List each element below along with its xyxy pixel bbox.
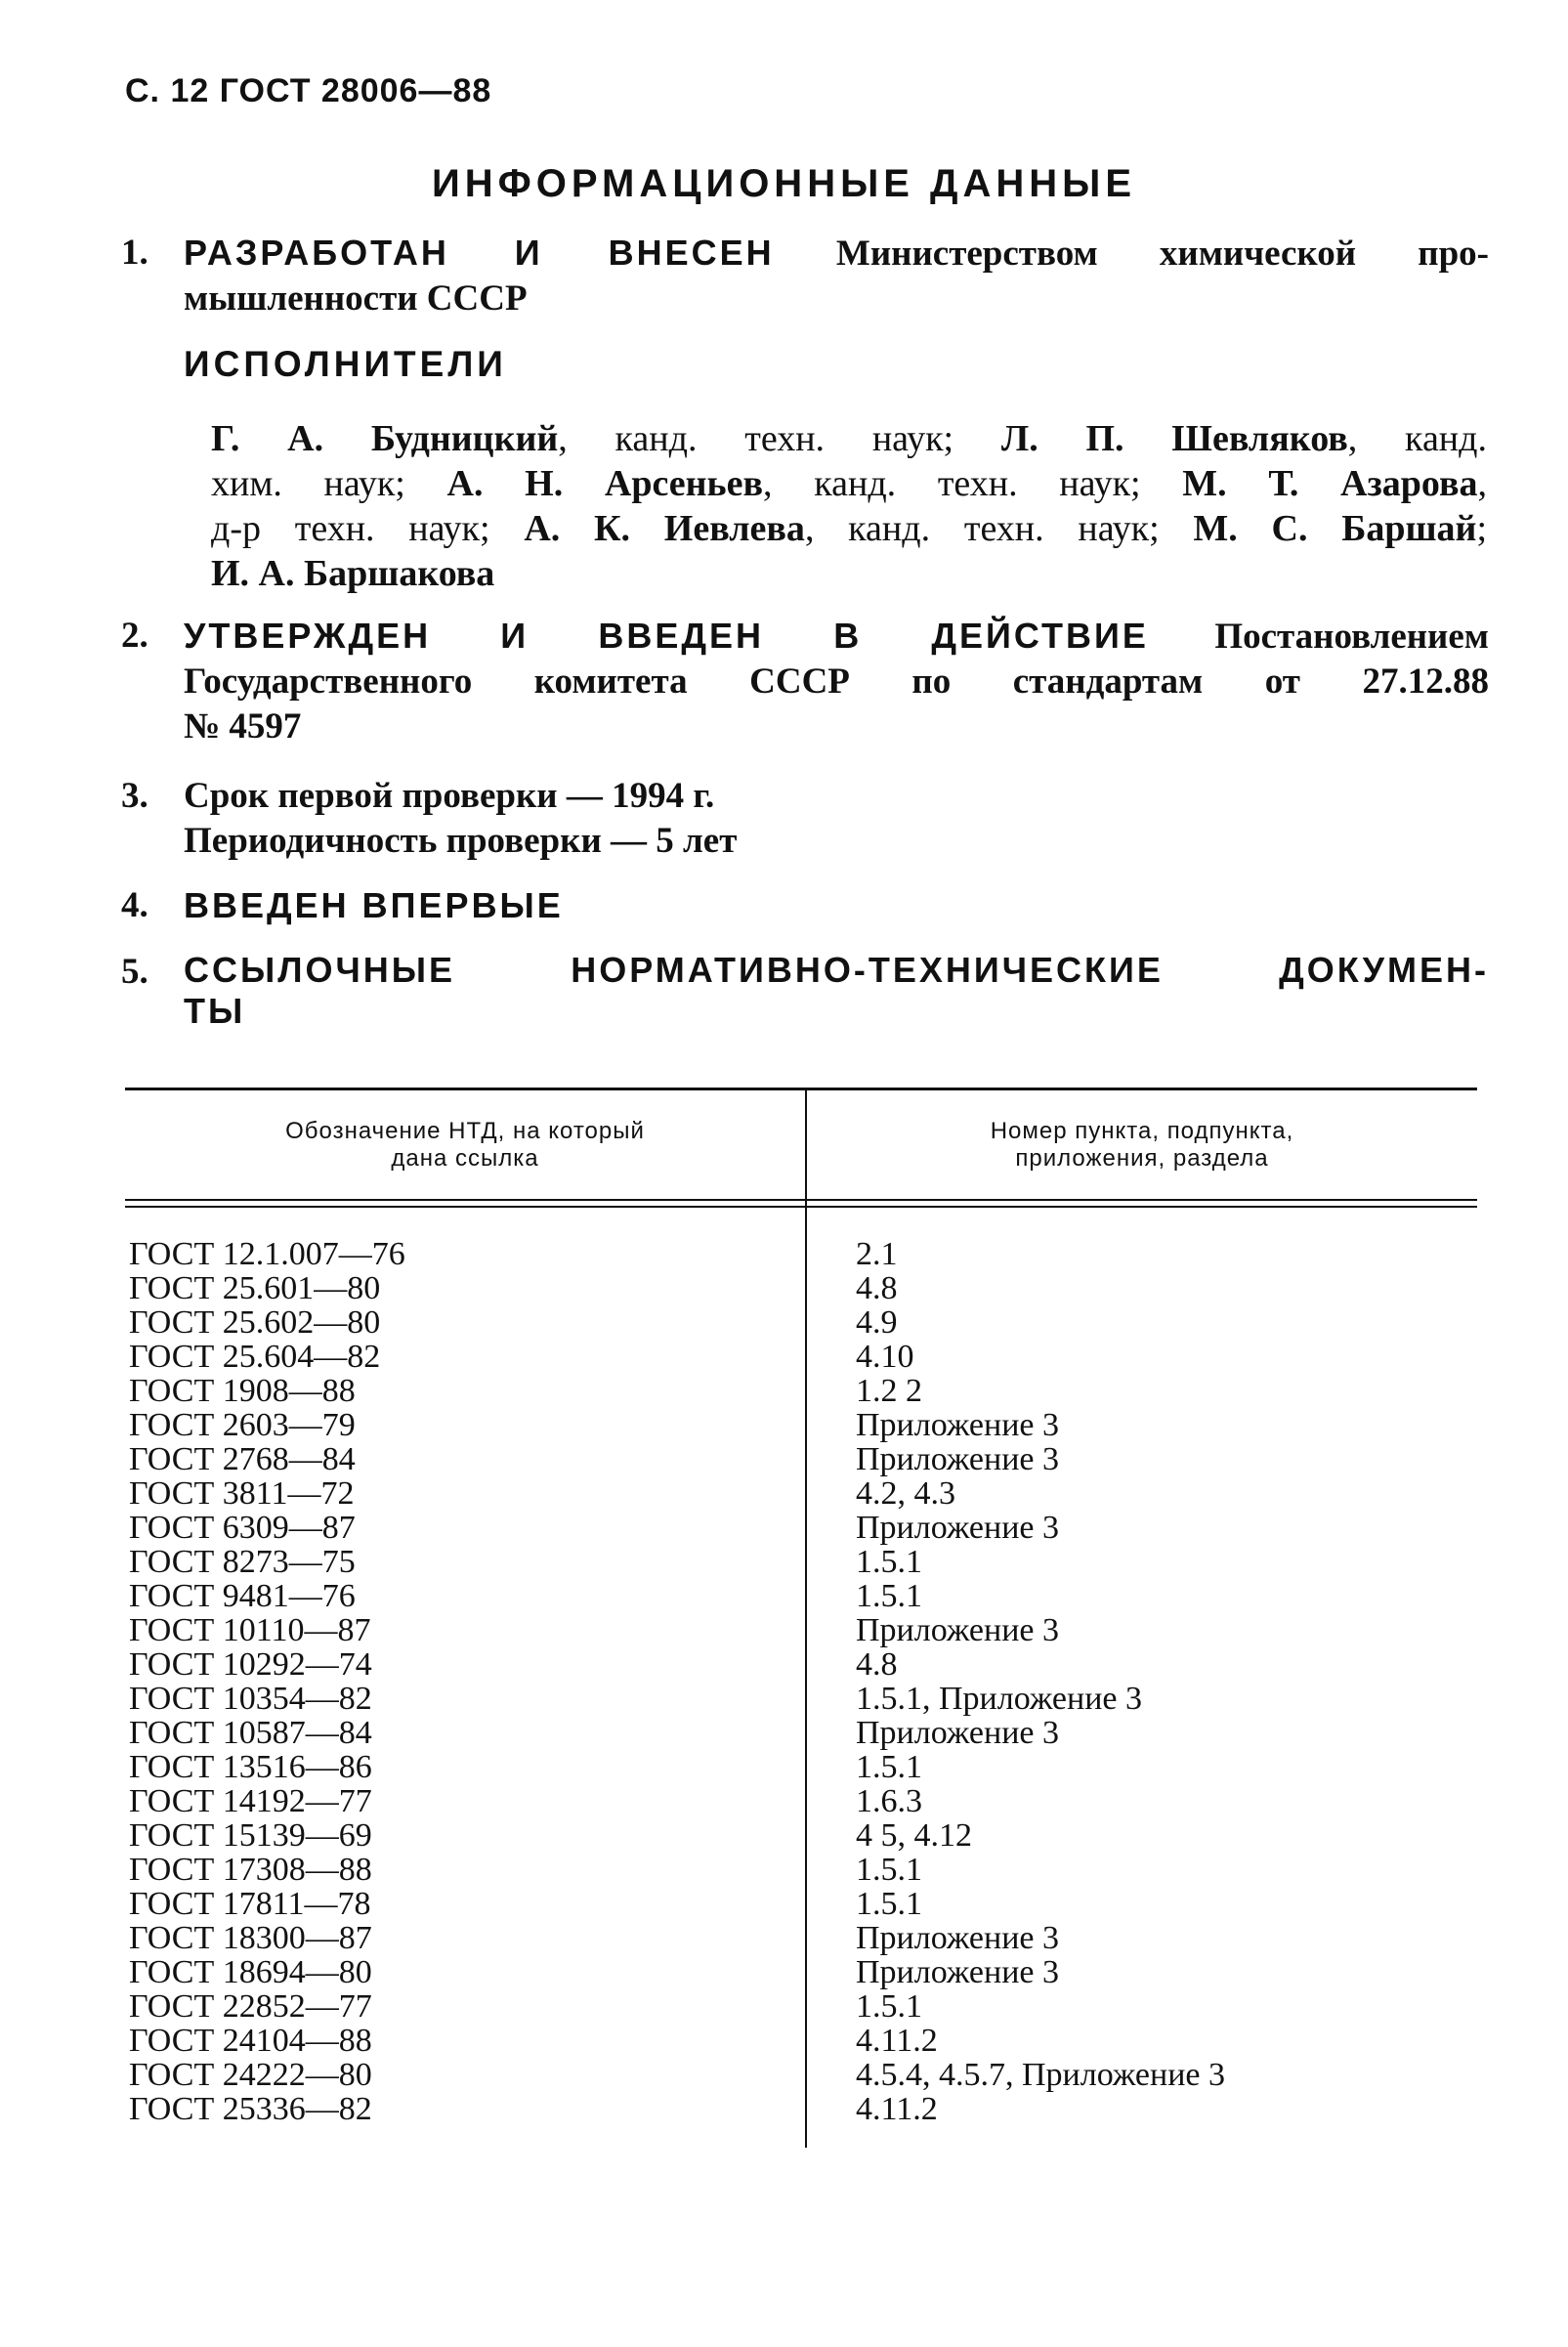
- page-title: ИНФОРМАЦИОННЫЕ ДАННЫЕ: [431, 162, 1137, 205]
- section-1-line-2: мышленности СССР: [184, 278, 528, 319]
- executor-name: А. Н. Арсеньев: [446, 463, 764, 504]
- header-text: Обозначение НТД, на который: [285, 1118, 645, 1144]
- ntd-designation: ГОСТ 13516—86: [129, 1749, 372, 1785]
- executor-name: И. А. Баршакова: [211, 553, 495, 594]
- section-1-text: Министерством химической про-: [835, 234, 1489, 274]
- ntd-designation: ГОСТ 25.604—82: [129, 1339, 381, 1375]
- ntd-designation: ГОСТ 22852—77: [129, 1988, 372, 2025]
- section-2: [121, 614, 1489, 749]
- executors-title: ИСПОЛНИТЕЛИ: [184, 344, 507, 384]
- section-3: [121, 774, 1489, 864]
- executor-name: А. К. Иевлева: [524, 508, 805, 549]
- ntd-designation: ГОСТ 10354—82: [129, 1681, 372, 1717]
- page-header: С. 12 ГОСТ 28006—88: [125, 72, 492, 109]
- executors-line: [211, 461, 1487, 506]
- clause-reference: Приложение 3: [856, 1954, 1059, 1990]
- executor-degree: , канд. техн. наук;: [558, 418, 1001, 459]
- header-text: дана ссылка: [391, 1145, 539, 1172]
- ntd-designation: ГОСТ 1908—88: [129, 1373, 356, 1409]
- table-header-designation: [125, 1118, 805, 1173]
- executor-name: М. Т. Азарова: [1182, 463, 1478, 504]
- ntd-designation: ГОСТ 17811—78: [129, 1886, 371, 1922]
- table-header-clause: [807, 1118, 1477, 1173]
- executor-degree: , канд. техн. наук;: [763, 463, 1183, 504]
- clause-reference: Приложение 3: [856, 1407, 1059, 1443]
- clause-reference: 4 5, 4.12: [856, 1817, 972, 1854]
- section-1-lead: РАЗРАБОТАН И ВНЕСЕН: [184, 233, 775, 273]
- executor-degree: , канд.: [1347, 418, 1487, 459]
- executors-list: [211, 416, 1487, 596]
- ntd-designation: ГОСТ 9481—76: [129, 1578, 356, 1614]
- executors-line: [211, 506, 1487, 551]
- section-number: 3.: [121, 776, 148, 816]
- header-text: Номер пункта, подпункта,: [990, 1118, 1294, 1144]
- section-number: 4.: [121, 885, 148, 925]
- ntd-designation: ГОСТ 12.1.007—76: [129, 1236, 405, 1272]
- ntd-designation: ГОСТ 14192—77: [129, 1783, 372, 1819]
- section-4-lead: ВВЕДЕН ВПЕРВЫЕ: [184, 885, 564, 925]
- section-number: 2.: [121, 616, 148, 656]
- clause-reference: 4.10: [856, 1339, 914, 1375]
- clause-reference: 1.5.1: [856, 1544, 922, 1580]
- section-2-lead: УТВЕРЖДЕН И ВВЕДЕН В ДЕЙСТВИЕ: [184, 616, 1149, 656]
- header-text: приложения, раздела: [1015, 1145, 1269, 1172]
- section-2-line-3: № 4597: [184, 706, 302, 747]
- executors-line: [211, 416, 1487, 461]
- ntd-designation: ГОСТ 2603—79: [129, 1407, 356, 1443]
- table-header-rule: [125, 1199, 1477, 1201]
- section-1-line-1: [184, 231, 1489, 277]
- clause-reference: 4.2, 4.3: [856, 1475, 955, 1512]
- section-2-line-1: [184, 614, 1489, 660]
- clause-reference: 1.5.1: [856, 1578, 922, 1614]
- ntd-designation: ГОСТ 25336—82: [129, 2091, 372, 2127]
- ntd-designation: ГОСТ 17308—88: [129, 1852, 372, 1888]
- clause-reference: 1.2 2: [856, 1373, 922, 1409]
- section-1: [121, 231, 1489, 321]
- clause-reference: 4.11.2: [856, 2091, 938, 2127]
- ntd-designation: ГОСТ 6309—87: [129, 1510, 356, 1546]
- ntd-designation: ГОСТ 25.602—80: [129, 1304, 381, 1341]
- clause-reference: Приложение 3: [856, 1441, 1059, 1477]
- table-column-divider: [805, 1090, 807, 2148]
- ntd-designation: ГОСТ 25.601—80: [129, 1270, 381, 1306]
- clause-reference: 4.9: [856, 1304, 898, 1341]
- ntd-designation: ГОСТ 3811—72: [129, 1475, 355, 1512]
- executors-line: [211, 551, 1487, 596]
- clause-reference: 4.8: [856, 1646, 898, 1683]
- section-number: 5.: [121, 952, 148, 992]
- ntd-designation: ГОСТ 2768—84: [129, 1441, 356, 1477]
- executor-name: Л. П. Шевляков: [1000, 418, 1348, 459]
- section-3-line-2: Периодичность проверки — 5 лет: [184, 821, 738, 861]
- executor-degree: , канд. техн. наук;: [804, 508, 1194, 549]
- clause-reference: 1.6.3: [856, 1783, 922, 1819]
- executor-degree: ;: [1476, 508, 1487, 549]
- ntd-designation: ГОСТ 18694—80: [129, 1954, 372, 1990]
- section-3-line-1: Срок первой проверки — 1994 г.: [184, 776, 715, 816]
- ntd-designation: ГОСТ 18300—87: [129, 1920, 372, 1956]
- ntd-designation: ГОСТ 10587—84: [129, 1715, 372, 1751]
- clause-reference: 1.5.1: [856, 1988, 922, 2025]
- executor-degree: хим. наук;: [211, 463, 447, 504]
- section-2-line-2: Государственного комитета СССР по стандартам от 27.12.88: [184, 661, 1489, 702]
- section-5-lead-line-2: ТЫ: [184, 991, 246, 1031]
- ntd-designation: ГОСТ 24222—80: [129, 2057, 372, 2093]
- clause-reference: 1.5.1: [856, 1886, 922, 1922]
- section-2-text: Постановлением: [1214, 617, 1490, 657]
- ntd-designation: ГОСТ 24104—88: [129, 2023, 372, 2059]
- clause-reference: 1.5.1, Приложение 3: [856, 1681, 1142, 1717]
- ntd-designation: ГОСТ 10110—87: [129, 1612, 371, 1648]
- clause-reference: 1.5.1: [856, 1749, 922, 1785]
- section-5: [121, 950, 1489, 1032]
- clause-reference: 4.5.4, 4.5.7, Приложение 3: [856, 2057, 1225, 2093]
- clause-reference: 4.11.2: [856, 2023, 938, 2059]
- clause-reference: Приложение 3: [856, 1920, 1059, 1956]
- clause-reference: Приложение 3: [856, 1715, 1059, 1751]
- ntd-designation: ГОСТ 10292—74: [129, 1646, 372, 1683]
- table-header-rule: [125, 1206, 1477, 1208]
- clause-reference: Приложение 3: [856, 1510, 1059, 1546]
- executor-degree: д-р техн. наук;: [211, 508, 525, 549]
- table-top-rule: [125, 1088, 1477, 1090]
- section-number: 1.: [121, 233, 148, 273]
- section-5-lead-line-1: ССЫЛОЧНЫЕ НОРМАТИВНО-ТЕХНИЧЕСКИЕ ДОКУМЕН-: [184, 950, 1489, 990]
- clause-reference: 4.8: [856, 1270, 898, 1306]
- executor-name: Г. А. Будницкий: [211, 418, 559, 459]
- executor-name: М. С. Баршай: [1193, 508, 1477, 549]
- clause-reference: Приложение 3: [856, 1612, 1059, 1648]
- clause-reference: 1.5.1: [856, 1852, 922, 1888]
- section-4: [121, 883, 1489, 928]
- ntd-designation: ГОСТ 15139—69: [129, 1817, 372, 1854]
- executor-degree: ,: [1477, 463, 1487, 504]
- clause-reference: 2.1: [856, 1236, 898, 1272]
- ntd-designation: ГОСТ 8273—75: [129, 1544, 356, 1580]
